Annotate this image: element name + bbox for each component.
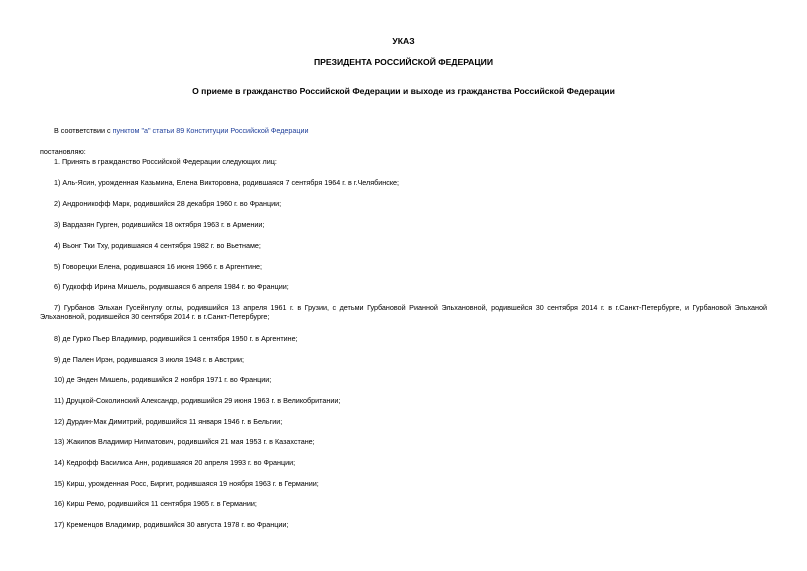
postanovlyayu-text: постановляю: — [40, 147, 86, 156]
preamble-line — [54, 126, 309, 135]
list-item: 6) Гудкофф Ирина Мишель, родившаяся 6 апреля 1984 г. во Франции; — [54, 282, 289, 291]
constitution-link[interactable]: пунктом "а" статьи 89 Конституции Российской Федерации — [112, 126, 309, 135]
list-item: 17) Кременцов Владимир, родившийся 30 августа 1978 г. во Франции; — [54, 520, 289, 529]
list-item: 4) Вьонг Тки Тху, родившаяся 4 сентября 1982 г. во Вьетнаме; — [54, 241, 261, 250]
list-item: 14) Кедрофф Василиса Анн, родившаяся 20 апреля 1993 г. во Франции; — [54, 458, 296, 467]
issuer-title: ПРЕЗИДЕНТА РОССИЙСКОЙ ФЕДЕРАЦИИ — [313, 57, 494, 67]
list-item: 16) Кирш Ремо, родившийся 11 сентября 1965 г. в Германии; — [54, 499, 257, 508]
document-subject-title: О приеме в гражданство Российской Федерации и выходе из гражданства Российской Федерации — [192, 86, 615, 96]
list-item: 7) Гурбанов Эльхан Гусейнгулу оглы, родившийся 13 апреля 1961 г. в Грузии, с детьми Гурбановой Рианной Эльхановной, родившейся 30 сентября 2014 г. в г.Санкт-Петербурге, и Гурбановой Эльханой Эльхановной, родившейся 30 сентября 2014 г. в г.Санкт-Петербурге; — [40, 303, 767, 321]
list-item: 8) де Гурко Пьер Владимир, родившийся 1 сентября 1950 г. в Аргентине; — [54, 334, 298, 343]
list-item: 11) Друцкой-Соколинский Александр, родившийся 29 июня 1963 г. в Великобритании; — [54, 396, 341, 405]
document-type-title: УКАЗ — [392, 36, 415, 46]
list-item: 3) Вардазян Гурген, родившийся 18 октября 1963 г. в Армении; — [54, 220, 265, 229]
list-item: 9) де Пален Ирэн, родившаяся 3 июля 1948 г. в Австрии; — [54, 355, 244, 364]
list-item: 13) Жакипов Владимир Нигматович, родившийся 21 мая 1953 г. в Казахстане; — [54, 437, 315, 446]
list-item: 15) Кирш, урожденная Росс, Биргит, родившаяся 19 ноября 1963 г. в Германии; — [54, 479, 319, 488]
list-item: 12) Дурдин-Мак Димитрий, родившийся 11 января 1946 г. в Бельгии; — [54, 417, 283, 426]
list-item: 10) де Энден Мишель, родившийся 2 ноября 1971 г. во Франции; — [54, 375, 272, 384]
list-item: 1) Аль-Ясин, урожденная Казьмина, Елена Викторовна, родившаяся 7 сентября 1964 г. в г.Челябинске; — [54, 178, 400, 187]
list-item: 2) Андроникофф Марк, родившийся 28 декабря 1960 г. во Франции; — [54, 199, 282, 208]
list-item: 5) Говорецки Елена, родившаяся 16 июня 1966 г. в Аргентине; — [54, 262, 263, 271]
preamble-prefix: В соответствии с — [54, 126, 113, 135]
clause-1-text: 1. Принять в гражданство Российской Федерации следующих лиц: — [54, 157, 277, 166]
